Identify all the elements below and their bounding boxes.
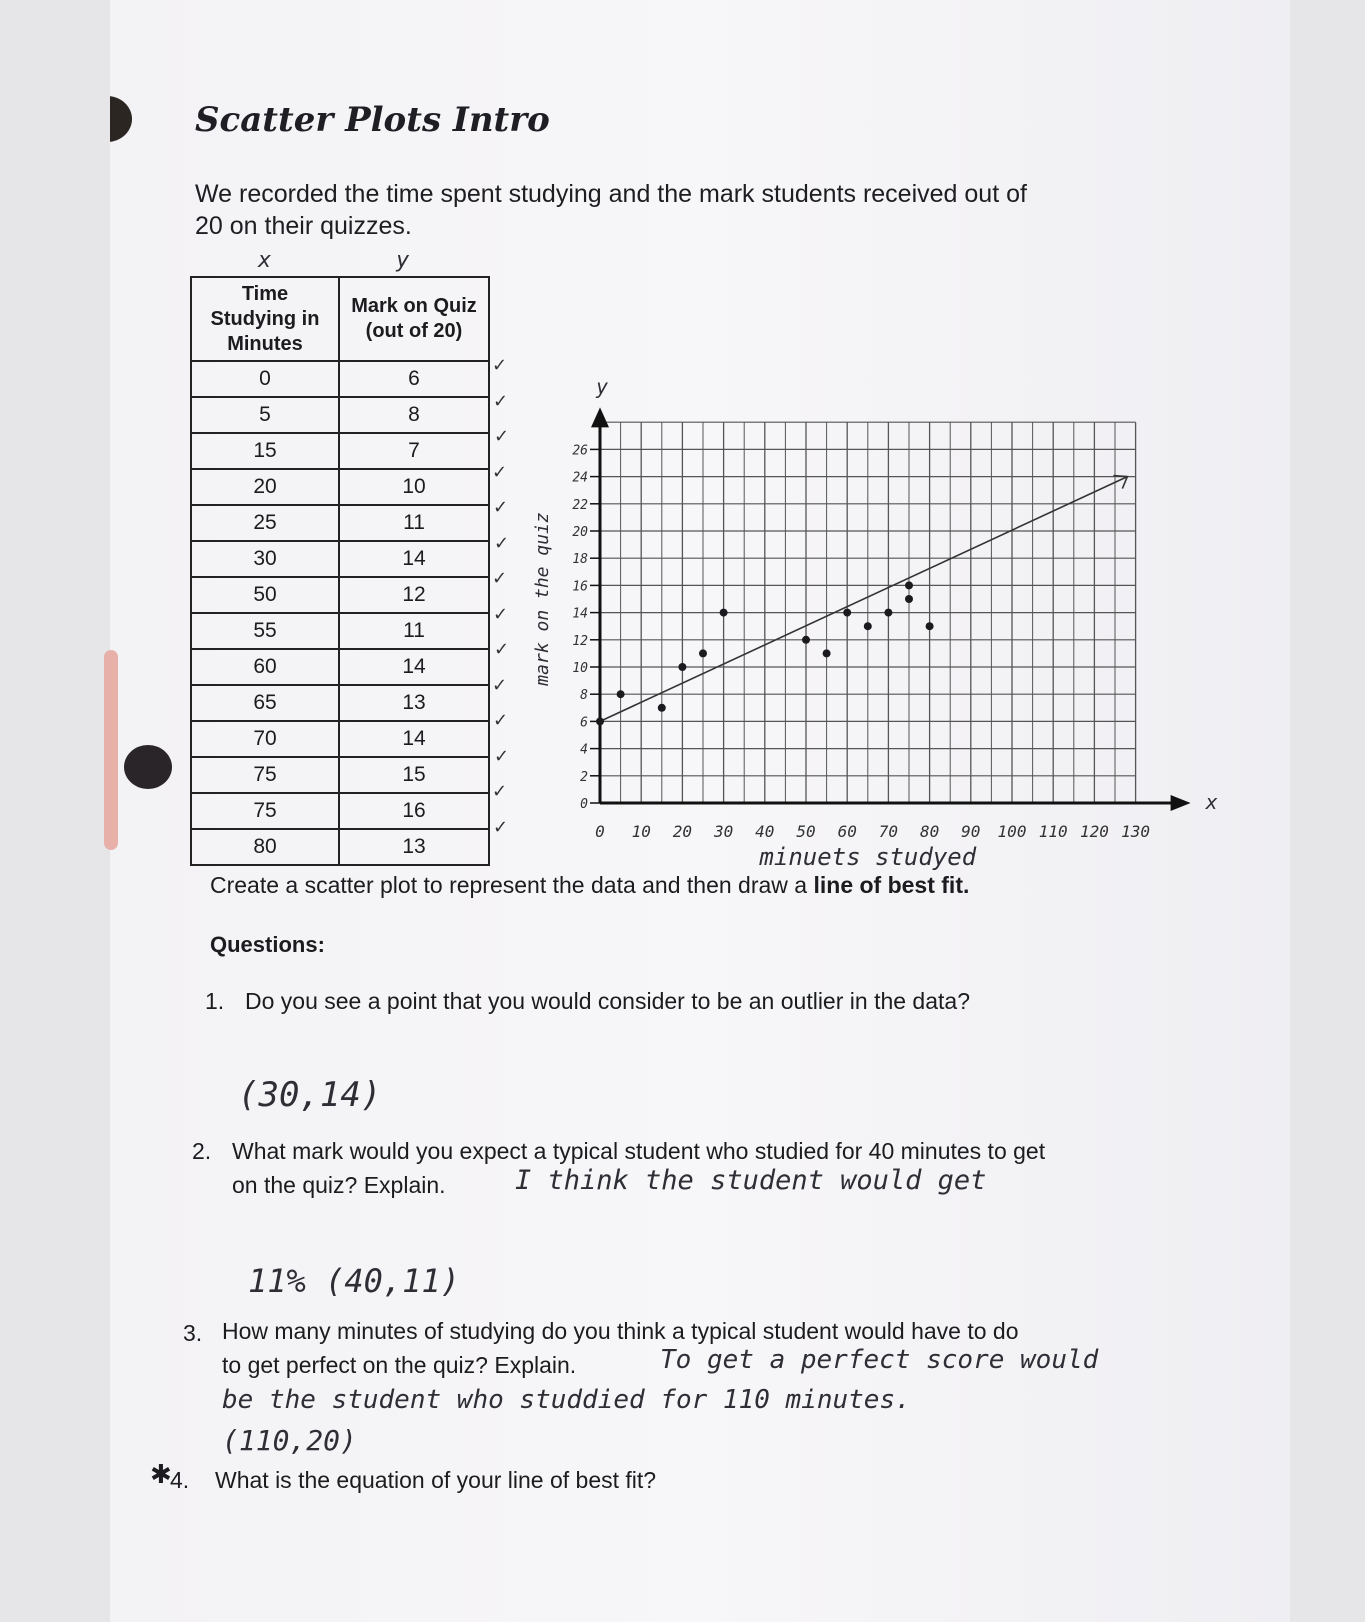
instructions: [210, 872, 969, 899]
instructions-bold: line of best fit.: [813, 872, 970, 898]
table-row: [191, 505, 489, 541]
y-tick-label: 0: [580, 797, 588, 812]
x-column-mark: x: [258, 248, 272, 273]
table-row: [191, 613, 489, 649]
mark-cell: 6: [339, 361, 489, 397]
instructions-text: Create a scatter plot to represent the data and then draw a: [210, 872, 814, 898]
table-row: [191, 433, 489, 469]
q4-star: ✱: [150, 1460, 172, 1490]
time-cell: 55: [191, 613, 339, 649]
time-cell: 0: [191, 361, 339, 397]
y-tick-label: 8: [580, 688, 588, 704]
check-mark: ✓: [493, 603, 509, 625]
y-tick-label: 10: [572, 661, 588, 676]
x-tick-label: 100: [997, 822, 1027, 841]
table-header-row: [191, 277, 489, 361]
time-cell: 75: [191, 793, 339, 829]
left-edge-highlight: [104, 650, 118, 850]
page-title: Scatter Plots Intro: [195, 100, 550, 140]
table-row: [191, 793, 489, 829]
time-cell: 50: [191, 577, 339, 613]
mark-cell: 11: [339, 613, 489, 649]
y-tick-label: 12: [572, 633, 588, 649]
data-point: [699, 649, 707, 657]
mark-cell: 16: [339, 793, 489, 829]
table-row: [191, 397, 489, 433]
table-row: [191, 721, 489, 757]
y-axis-letter: y: [596, 374, 609, 399]
y-tick-label: 6: [580, 715, 588, 731]
time-cell: 15: [191, 433, 339, 469]
x-axis-label: minuets studyed: [759, 843, 977, 871]
table-row: [191, 649, 489, 685]
x-tick-label: 0: [595, 822, 605, 841]
intro-line-1: We recorded the time spent studying and the mark students received out of: [195, 180, 1027, 208]
mark-cell: 8: [339, 397, 489, 433]
y-axis-arrow: [591, 407, 609, 427]
mark-cell: 13: [339, 685, 489, 721]
check-mark: ✓: [492, 781, 508, 802]
x-tick-label: 130: [1121, 822, 1151, 841]
data-point: [823, 649, 831, 657]
x-tick-label: 50: [796, 822, 816, 841]
time-cell: 25: [191, 505, 339, 541]
y-tick-label: 22: [572, 497, 588, 513]
check-mark: ✓: [492, 674, 508, 696]
table-row: [191, 469, 489, 505]
time-cell: 65: [191, 685, 339, 721]
x-axis-letter: x: [1205, 790, 1218, 814]
header-mark: Mark on Quiz (out of 20): [339, 277, 489, 361]
y-tick-label: 26: [572, 443, 588, 459]
x-tick-label: 20: [672, 822, 693, 841]
time-cell: 75: [191, 757, 339, 793]
q3-line1: How many minutes of studying do you think a typical student would have to do: [222, 1318, 1019, 1344]
time-cell: 30: [191, 541, 339, 577]
check-mark: ✓: [494, 745, 510, 767]
mark-cell: 12: [339, 577, 489, 613]
table-row: [191, 541, 489, 577]
mark-cell: 15: [339, 757, 489, 793]
q4-number: 4.: [170, 1467, 190, 1493]
binder-hole-middle: [124, 745, 172, 789]
questions-label: Questions:: [210, 932, 325, 957]
data-point: [678, 663, 686, 671]
q4-text: What is the equation of your line of best fit?: [215, 1467, 657, 1493]
data-point: [926, 622, 934, 630]
y-tick-label: 20: [572, 525, 588, 540]
y-tick-label: 18: [572, 552, 588, 568]
check-mark: ✓: [493, 497, 509, 518]
table-row: [191, 829, 489, 865]
intro-line-2: 20 on their quizzes.: [195, 212, 412, 240]
q2-number: 2.: [192, 1138, 212, 1164]
y-column-mark: y: [396, 248, 410, 273]
time-cell: 20: [191, 469, 339, 505]
check-mark: ✓: [493, 390, 509, 412]
mark-cell: 14: [339, 649, 489, 685]
best-fit-line: [600, 477, 1127, 722]
x-tick-label: 70: [878, 822, 899, 841]
y-tick-label: 16: [572, 579, 588, 595]
mark-cell: 11: [339, 505, 489, 541]
y-axis-label: mark on the quiz: [532, 512, 553, 686]
check-mark: ✓: [494, 532, 510, 554]
data-point: [658, 704, 666, 712]
y-tick-label: 14: [572, 606, 588, 622]
check-mark: ✓: [493, 816, 509, 838]
x-tick-label: 80: [919, 822, 940, 841]
check-mark: ✓: [493, 710, 509, 731]
q2-line2: on the quiz? Explain.: [232, 1172, 446, 1198]
x-tick-label: 60: [837, 822, 857, 841]
time-cell: 5: [191, 397, 339, 433]
q1-text: Do you see a point that you would consider to be an outlier in the data?: [245, 988, 970, 1014]
q3-answer-inline: To get a perfect score would: [660, 1345, 1099, 1375]
check-mark: ✓: [492, 461, 508, 483]
q3-number: 3.: [183, 1320, 203, 1346]
x-tick-label: 30: [713, 822, 734, 841]
header-time: Time Studying in Minutes: [191, 277, 339, 361]
data-point: [802, 636, 810, 644]
scatter-chart: [520, 255, 1220, 905]
x-tick-label: 10: [631, 822, 651, 841]
time-cell: 60: [191, 649, 339, 685]
mark-cell: 14: [339, 721, 489, 757]
mark-cell: 14: [339, 541, 489, 577]
y-tick-label: 4: [580, 742, 588, 758]
mark-cell: 7: [339, 433, 489, 469]
q2-answer-inline: I think the student would get: [515, 1165, 987, 1196]
q3-line2: to get perfect on the quiz? Explain.: [222, 1352, 577, 1378]
mark-cell: 10: [339, 469, 489, 505]
y-tick-label: 24: [572, 470, 588, 486]
table-row: [191, 757, 489, 793]
x-tick-label: 110: [1038, 822, 1068, 841]
data-point: [905, 581, 913, 589]
q2-line1: What mark would you expect a typical student who studied for 40 minutes to get: [232, 1138, 1046, 1164]
check-mark: ✓: [492, 568, 508, 589]
q1-answer: (30,14): [238, 1075, 382, 1115]
data-point: [843, 609, 851, 617]
q3-answer-line2: be the student who studdied for 110 minutes.: [222, 1385, 911, 1415]
q3-answer-line3: (110,20): [222, 1424, 357, 1457]
x-tick-label: 90: [961, 822, 981, 841]
y-tick-label: 2: [580, 769, 588, 785]
mark-cell: 13: [339, 829, 489, 865]
check-mark: ✓: [494, 639, 510, 660]
data-point: [864, 622, 872, 630]
data-point: [617, 690, 625, 698]
x-axis-arrow: [1171, 795, 1191, 811]
data-point: [884, 609, 892, 617]
x-tick-label: 40: [755, 822, 775, 841]
data-point: [905, 595, 913, 603]
x-tick-label: 120: [1079, 822, 1109, 841]
data-table: [190, 276, 490, 866]
table-row: [191, 361, 489, 397]
q1-number: 1.: [205, 988, 225, 1014]
check-mark: ✓: [492, 355, 508, 376]
table-row: [191, 577, 489, 613]
check-mark: ✓: [494, 426, 510, 447]
data-point: [596, 717, 604, 725]
time-cell: 80: [191, 829, 339, 865]
time-cell: 70: [191, 721, 339, 757]
table-row: [191, 685, 489, 721]
binder-hole-top: [110, 96, 132, 142]
q2-answer: 11% (40,11): [248, 1262, 460, 1300]
data-point: [720, 609, 728, 617]
